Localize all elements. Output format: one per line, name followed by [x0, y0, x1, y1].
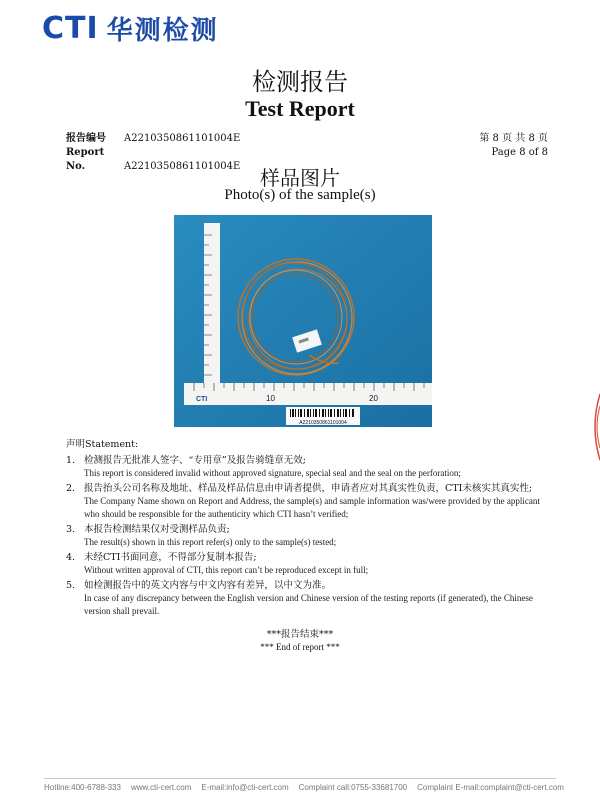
page-number-block [479, 132, 548, 160]
statement-item-cn: 报告抬头公司名称及地址、样品及样品信息由申请者提供，申请者应对其真实性负责，CTI未核实其真实性; [84, 483, 533, 494]
sample-photo-illustration [174, 215, 432, 427]
statement-section [66, 438, 556, 618]
statement-item-cn: 检测报告无批准人签字、“专用章”及报告骑缝章无效; [84, 455, 306, 466]
statement-item [66, 482, 556, 521]
sample-label-text: A2210350861101004 [299, 420, 347, 426]
report-no-value-en: A2210350861101004E [124, 161, 241, 172]
statement-item [66, 523, 556, 549]
vertical-ruler [204, 223, 220, 398]
report-no-value: A2210350861101004E [124, 133, 241, 144]
statement-item-number: 2. [66, 483, 76, 494]
footer-hotline: Hotline:400-6788-333 [44, 783, 121, 792]
photo-title-en: Photo(s) of the sample(s) [224, 187, 376, 203]
statement-item-en: In case of any discrepancy between the English version and Chinese version of the testing reports (if generated), the Chinese version shall prevail. [84, 593, 533, 616]
report-title-cn: 检测报告 [252, 68, 348, 96]
statement-item-en: The result(s) shown in this report refer(s) only to the sample(s) tested; [84, 537, 337, 547]
statement-heading: 声明Statement: [66, 439, 139, 450]
footer-website[interactable]: www.cti-cert.com [130, 783, 192, 792]
statement-item-cn: 未经CTI书面同意，不得部分复制本报告; [84, 552, 257, 563]
footer-complaint-call: Complaint call:0755-33681700 [298, 783, 408, 792]
ruler-label-10: 10 [266, 394, 275, 403]
end-of-report-cn: ***报告结束*** [266, 629, 334, 640]
report-no-label-cn: 报告编号 [66, 133, 106, 144]
perforation-seal-fragment [590, 392, 600, 462]
statement-item [66, 551, 556, 577]
statement-item-number: 4. [66, 552, 76, 563]
report-title-en: Test Report [245, 96, 355, 121]
ruler-brand-label: CTI [196, 396, 208, 403]
statement-item-en: The Company Name shown on Report and Address, the sample(s) and sample information was/were provided by the applicant who should be responsible for the authenticity which CTI hasn’t verified; [84, 496, 540, 519]
page-footer [44, 783, 564, 792]
statement-item-cn: 本报告检测结果仅对受测样品负责; [84, 524, 230, 535]
horizontal-ruler [184, 383, 432, 405]
page-number-cn: 第 8 页 共 8 页 [479, 133, 548, 144]
end-of-report-en: *** End of report *** [260, 642, 340, 652]
footer-divider [44, 778, 556, 779]
statement-item-number: 3. [66, 524, 76, 535]
statement-item-number: 5. [66, 580, 76, 591]
page-number-en: Page 8 of 8 [491, 147, 548, 158]
ruler-label-20: 20 [369, 394, 378, 403]
statement-item-en: This report is considered invalid without approved signature, special seal and the seal on the perforation; [84, 468, 461, 478]
statement-item-en: Without written approval of CTI, this report can’t be reproduced except in full; [84, 565, 369, 575]
statement-item-number: 1. [66, 455, 76, 466]
barcode-label [286, 407, 360, 426]
footer-email[interactable]: E-mail:info@cti-cert.com [201, 783, 289, 792]
statement-item [66, 579, 556, 618]
statement-item [66, 454, 556, 480]
logo-cti-text: CTI [42, 11, 99, 46]
logo-chinese-text: 华测检测 [106, 16, 219, 46]
sample-photo [174, 215, 432, 427]
company-logo [42, 10, 219, 47]
report-no-label-en: Report No. [66, 147, 105, 172]
statement-item-cn: 如检测报告中的英文内容与中文内容有差异，以中文为准。 [84, 580, 332, 591]
footer-complaint-email[interactable]: Complaint E-mail:complaint@cti-cert.com [417, 783, 564, 792]
photo-title-cn: 样品图片 [260, 166, 340, 190]
